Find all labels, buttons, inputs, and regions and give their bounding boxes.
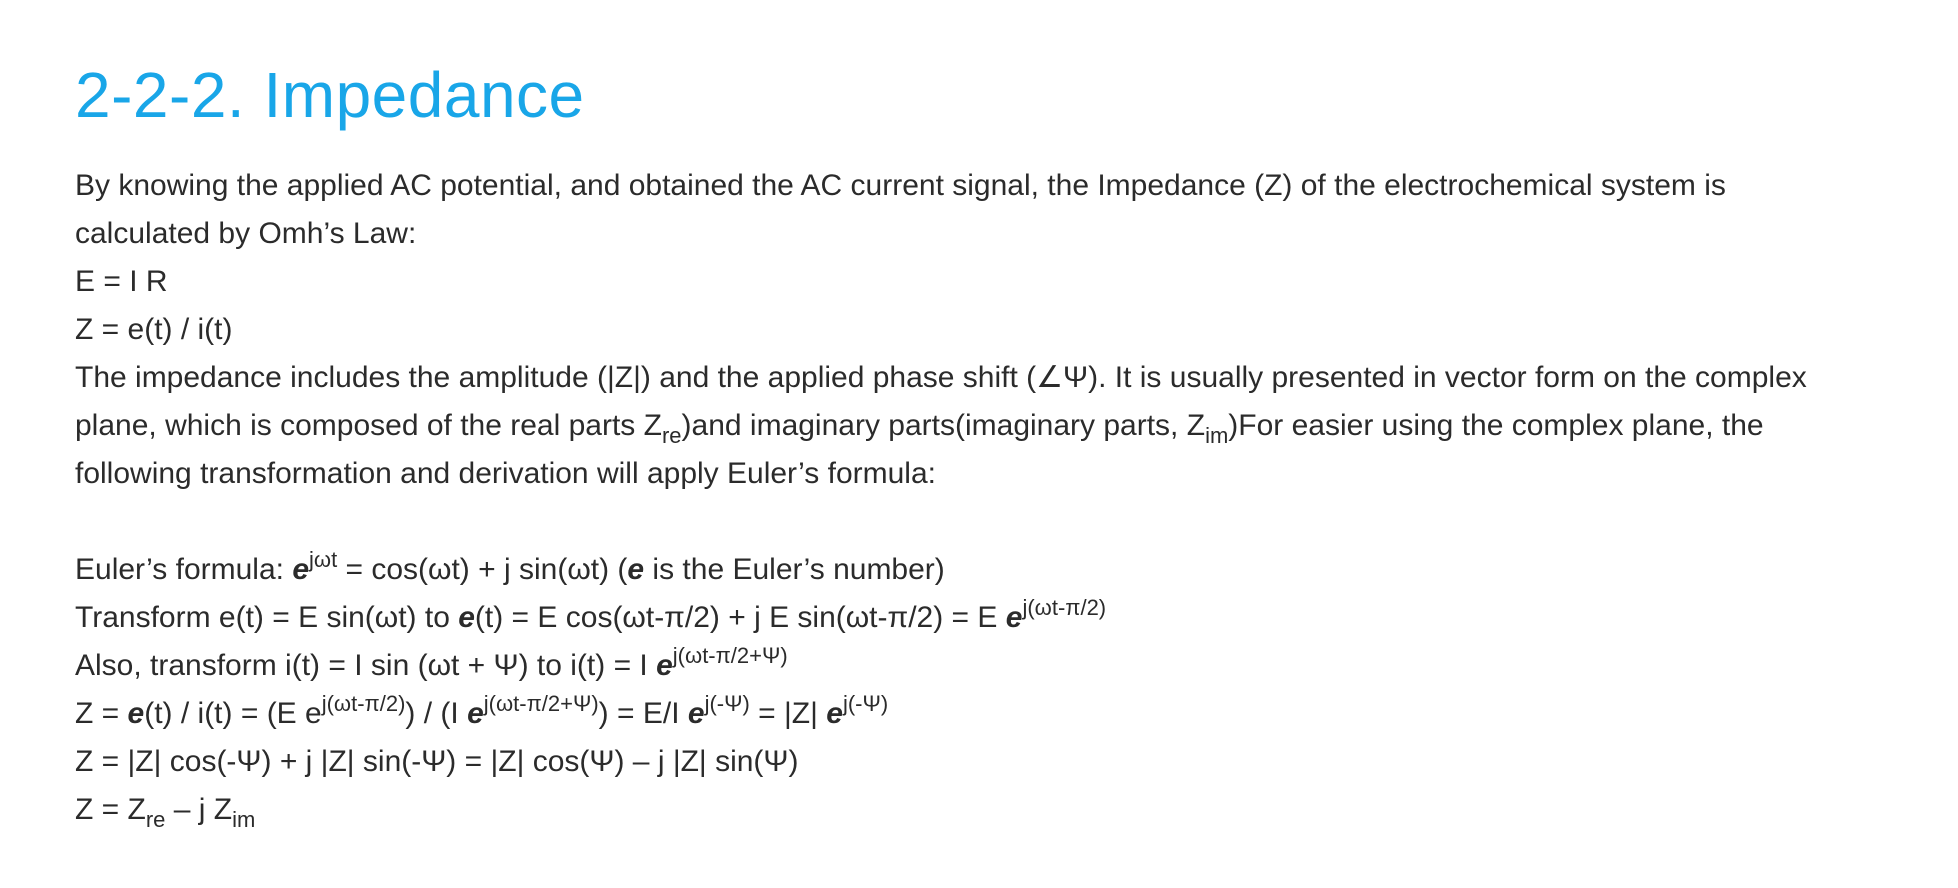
superscript: j(-Ψ) bbox=[704, 691, 750, 716]
text-segment: Transform e(t) = E sin(ωt) to bbox=[75, 601, 459, 634]
impedance-description-paragraph bbox=[75, 354, 1955, 498]
text-segment: Z = Z bbox=[75, 793, 146, 826]
subscript: re bbox=[661, 423, 682, 448]
euler-formula-line bbox=[75, 546, 1955, 594]
impedance-components-line bbox=[75, 786, 1955, 834]
description-line-2 bbox=[75, 402, 1955, 450]
euler-number-symbol: e bbox=[1005, 601, 1023, 634]
text-segment: – j Z bbox=[165, 793, 233, 826]
description-line-1: The impedance includes the amplitude (|Z|) and the applied phase shift (∠Ψ). It is usually presented in vector form on the complex bbox=[75, 361, 1807, 394]
text-segment: )and imaginary parts(imaginary parts, Z bbox=[681, 409, 1206, 442]
transform-i-line bbox=[75, 642, 1955, 690]
equation-ohms-law: E = I R bbox=[75, 265, 168, 298]
euler-number-symbol: e bbox=[627, 553, 645, 586]
subscript: re bbox=[145, 807, 166, 832]
euler-number-symbol: e bbox=[292, 553, 309, 586]
equation-impedance-definition: Z = e(t) / i(t) bbox=[75, 313, 233, 346]
text-segment: (t) / i(t) = (E e bbox=[144, 697, 322, 730]
subscript: im bbox=[1205, 423, 1229, 448]
text-segment: is the Euler’s number) bbox=[644, 553, 945, 586]
euler-number-symbol: e bbox=[826, 697, 843, 730]
text-segment: = cos(ωt) + j sin(ωt) ( bbox=[337, 553, 628, 586]
euler-number-symbol: e bbox=[687, 697, 705, 730]
euler-number-symbol: e bbox=[467, 697, 484, 730]
impedance-trig-line: Z = |Z| cos(-Ψ) + j |Z| sin(-Ψ) = |Z| cos(Ψ) – j |Z| sin(Ψ) bbox=[75, 745, 799, 778]
text-segment: Also, transform i(t) = I sin (ωt + Ψ) to i(t) = I bbox=[75, 649, 657, 682]
euler-number-symbol: e bbox=[127, 697, 145, 730]
text-segment: plane, which is composed of the real parts Z bbox=[75, 409, 662, 442]
intro-paragraph bbox=[75, 162, 1955, 258]
intro-line-2: calculated by Omh’s Law: bbox=[75, 217, 417, 250]
spacer bbox=[75, 498, 1955, 546]
superscript: j(ωt-π/2+Ψ) bbox=[483, 691, 599, 716]
superscript: j(-Ψ) bbox=[842, 691, 889, 716]
text-segment: = |Z| bbox=[749, 697, 827, 730]
section-heading: 2-2-2. Impedance bbox=[75, 59, 585, 131]
superscript: j(ωt-π/2) bbox=[1022, 595, 1107, 620]
impedance-derivation-line bbox=[75, 690, 1955, 738]
article-body bbox=[75, 162, 1955, 834]
text-segment: )For easier using the complex plane, the bbox=[1228, 409, 1764, 442]
euler-number-symbol: e bbox=[458, 601, 475, 634]
transform-e-line bbox=[75, 594, 1955, 642]
text-segment: ) / (I bbox=[405, 697, 468, 730]
text-segment: Z = bbox=[75, 697, 128, 730]
text-segment: (t) = E cos(ωt-π/2) + j E sin(ωt-π/2) = E bbox=[474, 601, 1006, 634]
superscript: j(ωt-π/2) bbox=[321, 691, 406, 716]
superscript: jωt bbox=[309, 547, 338, 572]
text-segment: ) = E/I bbox=[598, 697, 688, 730]
description-line-3: following transformation and derivation will apply Euler’s formula: bbox=[75, 457, 936, 490]
superscript: j(ωt-π/2+Ψ) bbox=[672, 643, 788, 668]
euler-number-symbol: e bbox=[656, 649, 673, 682]
text-segment: Euler’s formula: bbox=[75, 553, 293, 586]
intro-line-1: By knowing the applied AC potential, and obtained the AC current signal, the Impedance (Z) of the electrochemical system is bbox=[75, 169, 1726, 202]
subscript: im bbox=[232, 807, 256, 832]
